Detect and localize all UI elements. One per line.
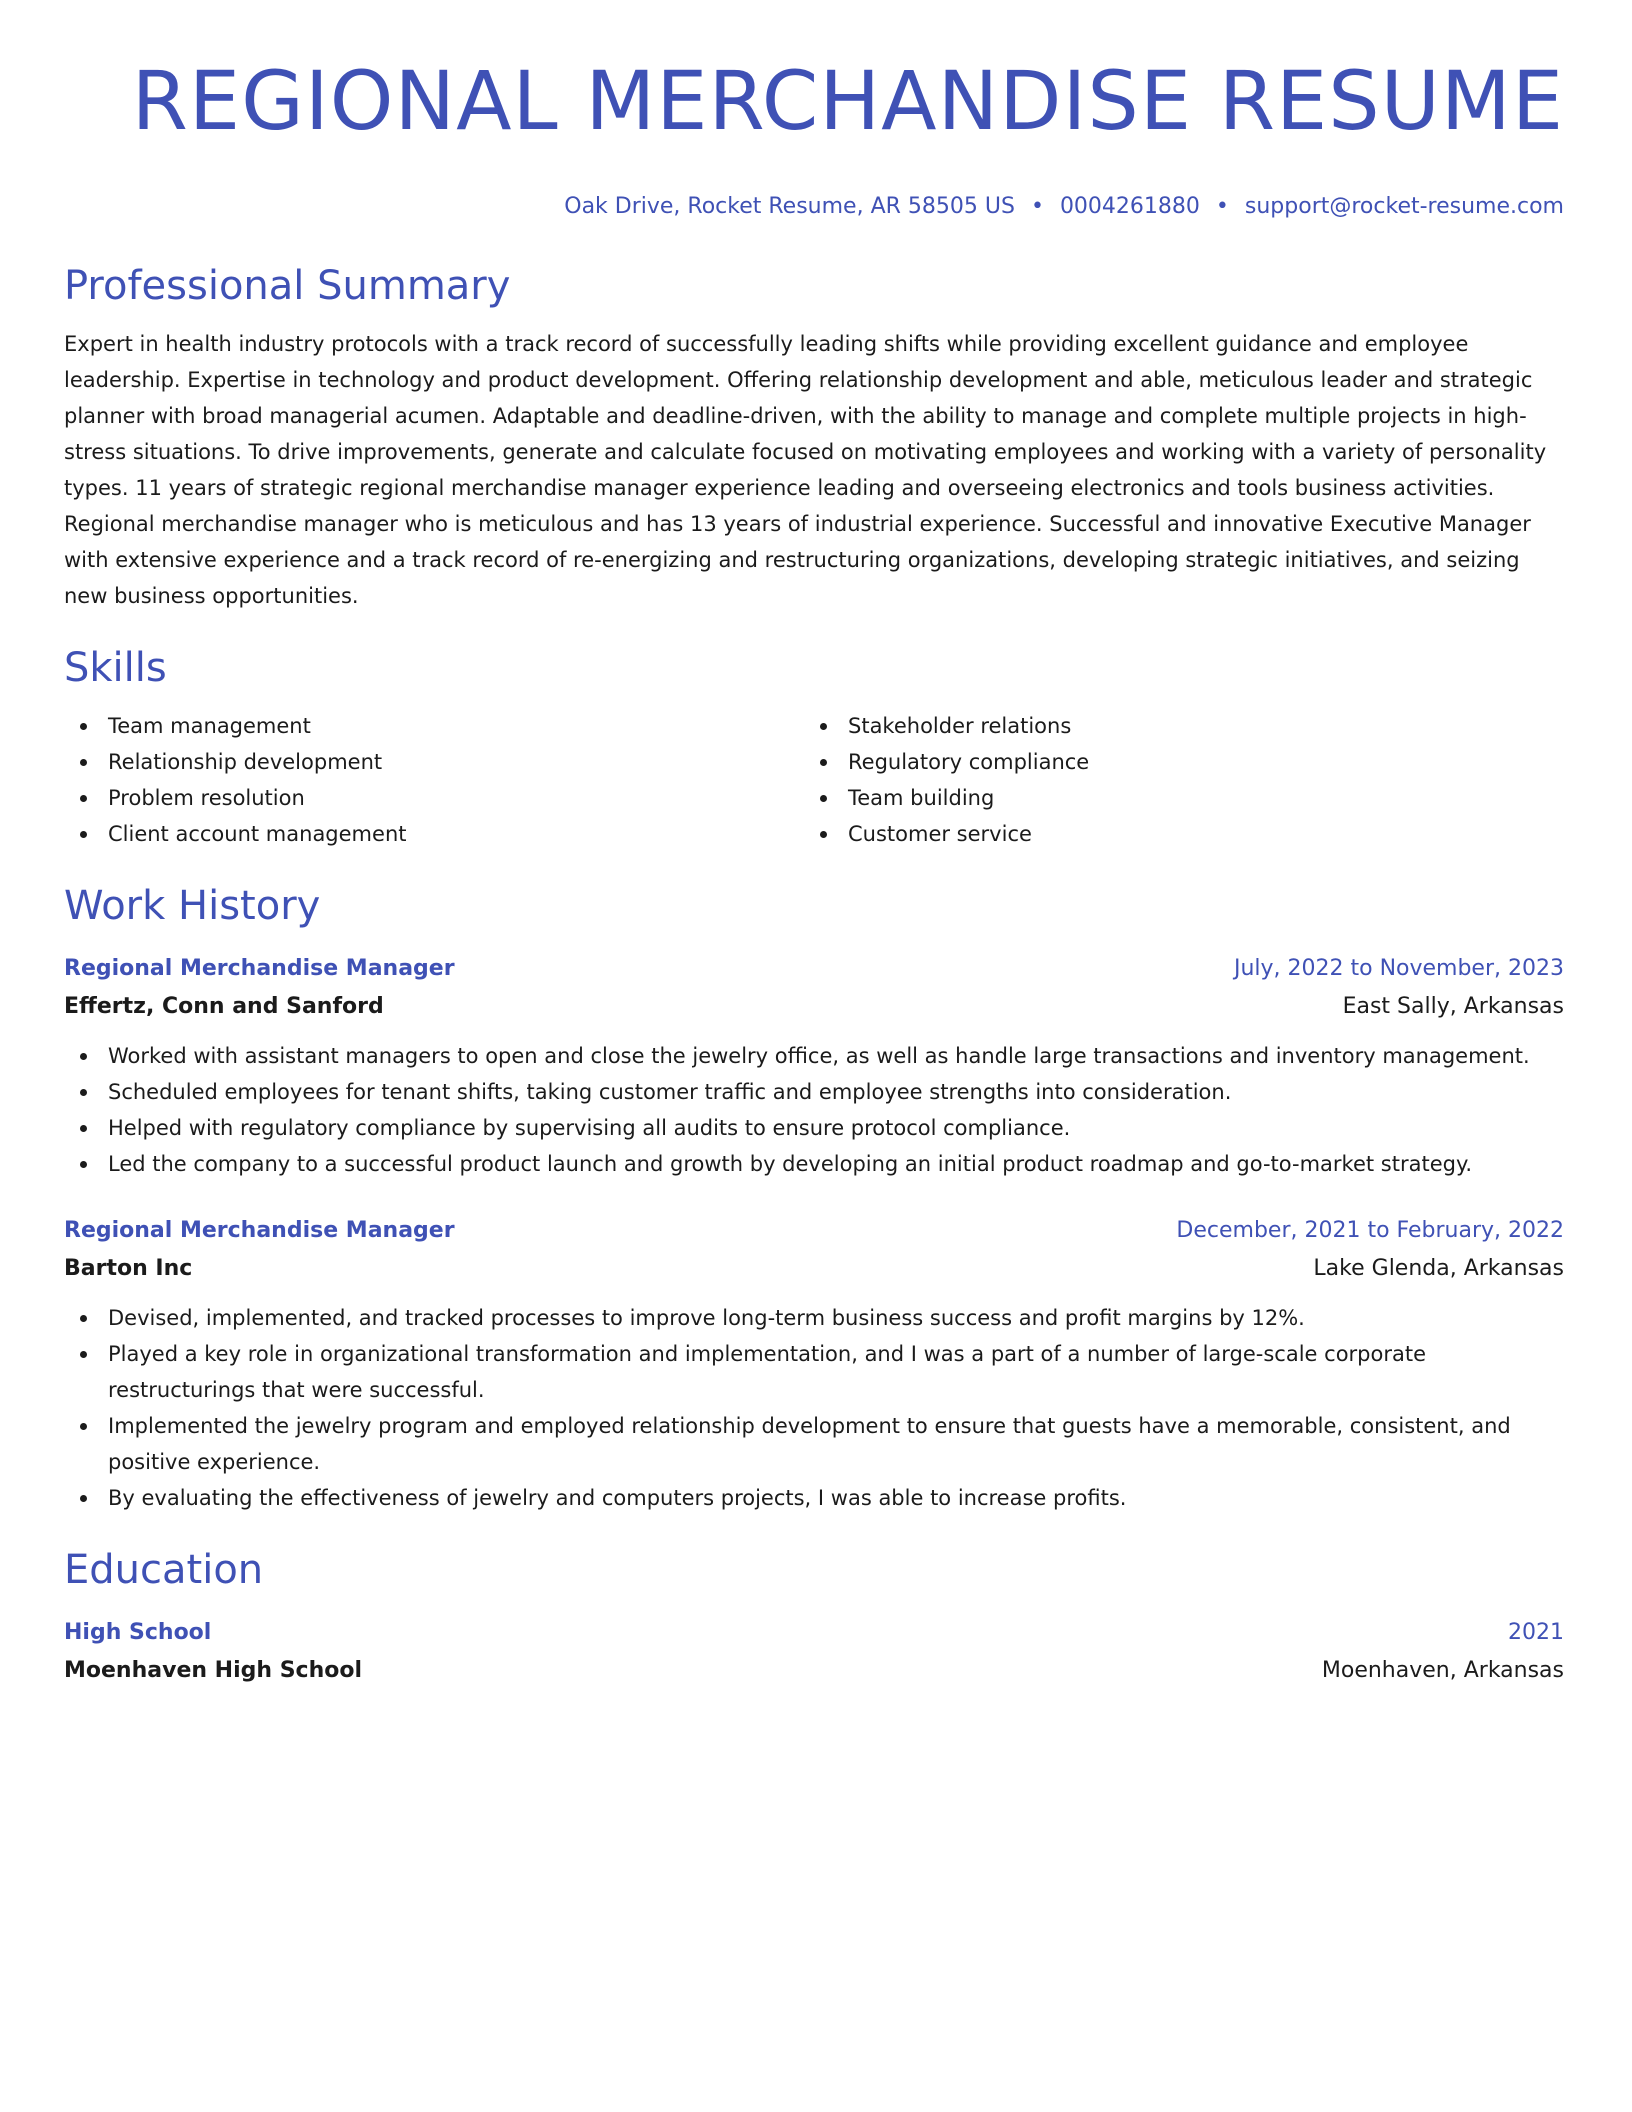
job-title: Regional Merchandise Manager bbox=[64, 956, 455, 981]
contact-separator: • bbox=[1030, 194, 1044, 219]
job-company: Barton Inc bbox=[64, 1256, 193, 1281]
contact-line bbox=[64, 192, 1564, 222]
job-bullet: Helped with regulatory compliance by supervising all audits to ensure protocol compliance. bbox=[64, 1110, 1564, 1146]
summary-heading: Professional Summary bbox=[64, 263, 511, 309]
skills-list bbox=[64, 708, 1564, 852]
skill-item: Stakeholder relations bbox=[804, 708, 1544, 744]
job-company: Effertz, Conn and Sanford bbox=[64, 994, 384, 1019]
skill-item: Regulatory compliance bbox=[804, 744, 1544, 780]
skills-heading: Skills bbox=[64, 645, 167, 691]
education-year: 2021 bbox=[1508, 1620, 1564, 1645]
job-bullet: Led the company to a successful product launch and growth by developing an initial product roadmap and go-to-market strategy. bbox=[64, 1146, 1564, 1182]
resume-name: REGIONAL MERCHANDISE RESUME bbox=[131, 55, 1564, 149]
job-entry bbox=[64, 950, 1564, 1182]
education-location: Moenhaven, Arkansas bbox=[1321, 1658, 1564, 1683]
skill-item: Problem resolution bbox=[64, 780, 804, 816]
job-location: Lake Glenda, Arkansas bbox=[1313, 1256, 1564, 1281]
resume-page bbox=[64, 0, 1564, 1690]
skill-item: Team management bbox=[64, 708, 804, 744]
skill-item: Team building bbox=[804, 780, 1544, 816]
skills-column-right bbox=[804, 708, 1544, 852]
job-dates: July, 2022 to November, 2023 bbox=[1233, 956, 1564, 981]
job-entry bbox=[64, 1212, 1564, 1516]
job-bullet: By evaluating the effectiveness of jewelry and computers projects, I was able to increase profits. bbox=[64, 1480, 1564, 1516]
job-bullet: Devised, implemented, and tracked processes to improve long-term business success and profit margins by 12%. bbox=[64, 1300, 1564, 1336]
skill-item: Client account management bbox=[64, 816, 804, 852]
job-dates: December, 2021 to February, 2022 bbox=[1176, 1218, 1564, 1243]
job-location: East Sally, Arkansas bbox=[1342, 994, 1564, 1019]
skill-item: Relationship development bbox=[64, 744, 804, 780]
summary-text: Expert in health industry protocols with a track record of successfully leading shifts while providing excellent guidance and employee leadership. Expertise in technology and product development. Offering relationship development and able, meticulous leader and strategic planner with broad managerial acumen. Adaptable and deadline-driven, with the ability to manage and complete multiple projects in high-stress situations. To drive improvements, generate and calculate focused on motivating employees and working with a variety of personality types. 11 years of strategic regional merchandise manager experience leading and overseeing electronics and tools business activities. Regional merchandise manager who is meticulous and has 13 years of industrial experience. Successful and innovative Executive Manager with extensive experience and a track record of re-energizing and restructuring organizations, developing strategic initiatives, and seizing new business opportunities. bbox=[64, 332, 1547, 608]
job-bullet: Implemented the jewelry program and employed relationship development to ensure that guests have a memorable, consistent, and positive experience. bbox=[64, 1408, 1564, 1480]
skills-column-left bbox=[64, 708, 804, 852]
job-bullet: Worked with assistant managers to open and close the jewelry office, as well as handle large transactions and inventory management. bbox=[64, 1038, 1564, 1074]
contact-address: Oak Drive, Rocket Resume, AR 58505 US bbox=[564, 194, 1015, 219]
education-school: Moenhaven High School bbox=[64, 1658, 363, 1683]
contact-phone: 0004261880 bbox=[1059, 194, 1200, 219]
skill-item: Customer service bbox=[804, 816, 1544, 852]
contact-separator: • bbox=[1215, 194, 1229, 219]
job-bullets bbox=[64, 1300, 1564, 1516]
job-bullet: Played a key role in organizational transformation and implementation, and I was a part of a number of large-scale corporate restructurings that were successful. bbox=[64, 1336, 1564, 1408]
education-entry bbox=[64, 1614, 1564, 1690]
work-history-heading: Work History bbox=[64, 883, 321, 929]
contact-email: support@rocket-resume.com bbox=[1244, 194, 1564, 219]
education-degree: High School bbox=[64, 1620, 212, 1645]
job-bullets bbox=[64, 1038, 1564, 1182]
job-bullet: Scheduled employees for tenant shifts, taking customer traffic and employee strengths into consideration. bbox=[64, 1074, 1564, 1110]
job-title: Regional Merchandise Manager bbox=[64, 1218, 455, 1243]
education-heading: Education bbox=[64, 1547, 264, 1593]
